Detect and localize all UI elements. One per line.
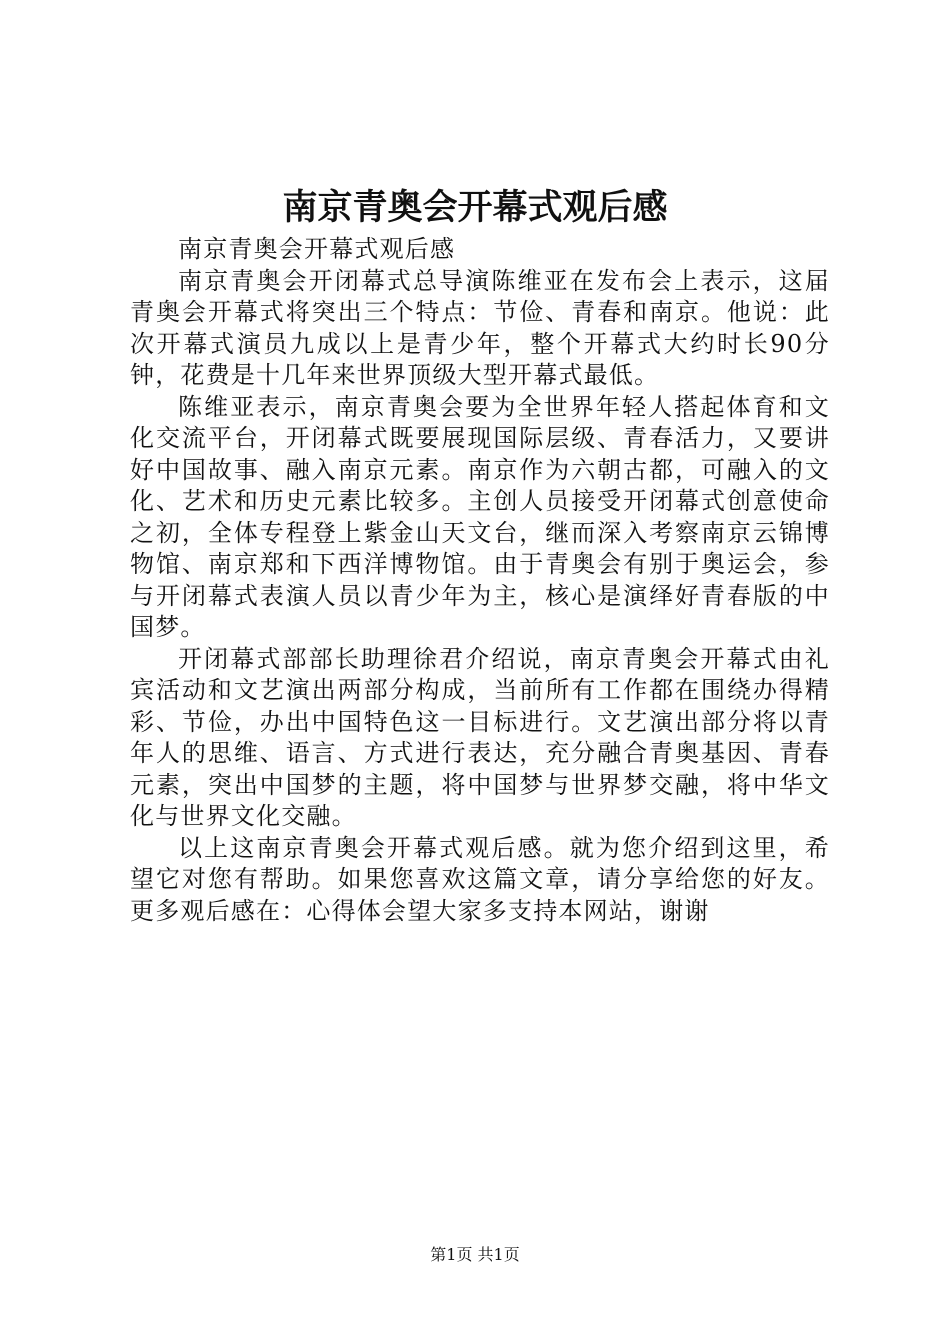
paragraph: 开闭幕式部部长助理徐君介绍说，南京青奥会开幕式由礼宾活动和文艺演出两部分构成，当前所有工作都在围绕办得精彩、节俭，办出中国特色这一目标进行。文艺演出部分将以青年人的思维、语言、方式进行表达，充分融合青奥基因、青春元素，突出中国梦的主题，将中国梦与世界梦交融，将中华文化与世界文化交融。 [130, 644, 830, 830]
paragraph-subtitle: 南京青奥会开幕式观后感 [178, 235, 456, 263]
document-title: 南京青奥会开幕式观后感 [282, 187, 668, 228]
paragraph: 陈维亚表示，南京青奥会要为全世界年轻人搭起体育和文化交流平台，开闭幕式既要展现国际层级、青春活力，又要讲好中国故事、融入南京元素。南京作为六朝古都，可融入的文化、艺术和历史元素比较多。主创人员接受开闭幕式创意使命之初，全体专程登上紫金山天文台，继而深入考察南京云锦博物馆、南京郑和下西洋博物馆。由于青奥会有别于奥运会，参与开闭幕式表演人员以青少年为主，核心是演绎好青春版的中国梦。 [130, 392, 830, 641]
paragraph: 南京青奥会开闭幕式总导演陈维亚在发布会上表示，这届青奥会开幕式将突出三个特点：节俭、青春和南京。他说：此次开幕式演员九成以上是青少年，整个开幕式大约时长90分钟，花费是十几年来世界顶级大型开幕式最低。 [130, 266, 830, 389]
page-number-footer: 第1页 共1页 [430, 1245, 520, 1264]
document-body [130, 234, 830, 927]
paragraph: 以上这南京青奥会开幕式观后感。就为您介绍到这里，希望它对您有帮助。如果您喜欢这篇文章，请分享给您的好友。更多观后感在：心得体会望大家多支持本网站，谢谢 [130, 833, 830, 925]
